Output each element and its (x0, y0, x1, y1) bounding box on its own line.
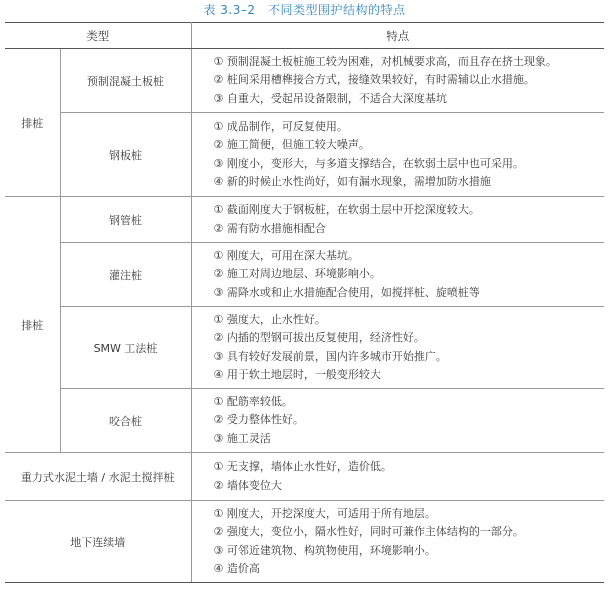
feature-item: ④ 用于软土地层时，一般变形较大 (213, 368, 381, 381)
feature-item: ④ 造价高 (213, 562, 260, 575)
feature-item: ② 内插的型钢可拔出反复使用，经济性好。 (213, 331, 425, 344)
feature-item: ① 刚度大，可用在深大基坑。 (213, 248, 359, 262)
feature-list (191, 307, 604, 389)
table-row (5, 501, 604, 583)
feature-list (191, 389, 604, 453)
feature-item: ① 成品制作，可反复使用。 (213, 119, 348, 133)
table-row (5, 453, 604, 501)
type-name: 灌注桩 (60, 243, 191, 307)
type-name: 预制混凝土板桩 (60, 49, 191, 113)
group-label: 地下连续墙 (5, 501, 191, 583)
table-row (5, 389, 604, 453)
feature-item: ③ 自重大，受起吊设备限制，不适合大深度基坑 (213, 91, 447, 105)
table-row (5, 49, 604, 113)
feature-item: ① 预制混凝土板桩施工较为困难，对机械要求高，而且存在挤土现象。 (213, 54, 557, 68)
group-label: 排桩 (5, 49, 60, 197)
table-row (5, 197, 604, 243)
table-row (5, 243, 604, 307)
header-features: 特点 (191, 23, 604, 49)
feature-item: ③ 施工灵活 (213, 431, 271, 445)
feature-list (191, 197, 604, 243)
feature-item: ③ 刚度小，变形大，与多道支撑结合，在软弱土层中也可采用。 (213, 156, 524, 170)
feature-item: ② 强度大，变位小，隔水性好，同时可兼作主体结构的一部分。 (213, 525, 524, 538)
type-name: SMW 工法桩 (60, 307, 191, 389)
type-name: 钢板桩 (60, 113, 191, 197)
feature-item: ② 施工对周边地层、环境影响小。 (213, 267, 381, 281)
type-name: 咬合桩 (60, 389, 191, 453)
feature-item: ③ 需降水或和止水措施配合使用，如搅拌桩、旋喷桩等 (213, 285, 480, 299)
feature-list (191, 453, 604, 501)
feature-item: ② 需有防水措施相配合 (213, 221, 326, 235)
type-name: 钢管桩 (60, 197, 191, 243)
table-header-row (5, 23, 604, 49)
feature-item: ① 无支撑，墙体止水性好，造价低。 (213, 460, 392, 473)
feature-item: ② 墙体变位大 (213, 478, 282, 492)
feature-item: ① 截面刚度大于钢板桩，在软弱土层中开挖深度较大。 (213, 203, 480, 216)
feature-item: ③ 可邻近建筑物、构筑物使用，环境影响小。 (213, 543, 436, 557)
feature-item: ① 配筋率较低。 (213, 394, 293, 408)
feature-list (191, 501, 604, 583)
feature-item: ③ 具有较好发展前景，国内许多城市开始推广。 (213, 349, 447, 363)
group-label: 重力式水泥土墙 / 水泥土搅拌桩 (5, 453, 191, 501)
table-row (5, 113, 604, 197)
feature-list (191, 113, 604, 197)
feature-item: ② 桩间采用槽榫接合方式，接缝效果较好，有时需辅以止水措施。 (213, 73, 535, 87)
feature-list (191, 243, 604, 307)
feature-item: ② 受力整体性好。 (213, 413, 304, 427)
table-caption: 表 3.3–2 不同类型围护结构的特点 (203, 3, 406, 17)
feature-item: ④ 新的时候止水性尚好，如有漏水现象，需增加防水措施 (213, 175, 491, 188)
table-row (5, 307, 604, 389)
group-label: 排桩 (5, 197, 60, 453)
feature-list (191, 49, 604, 113)
feature-item: ① 强度大，止水性好。 (213, 312, 326, 326)
feature-item: ② 施工简便，但施工较大噪声。 (213, 138, 370, 151)
retaining-structure-table (5, 22, 604, 583)
feature-item: ① 刚度大，开挖深度大，可适用于所有地层。 (213, 506, 436, 520)
header-type: 类型 (5, 23, 191, 49)
